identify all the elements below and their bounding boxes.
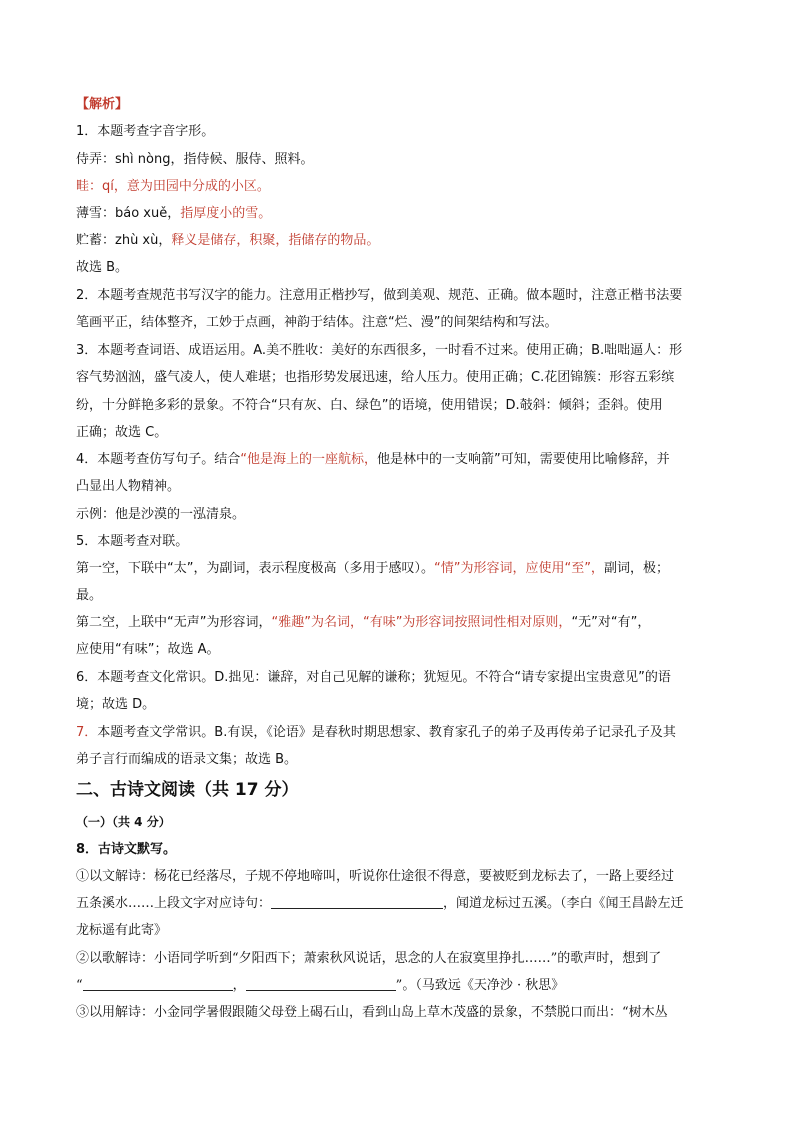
q5-line-1-a: 第一空，下联中“太”，为副词，表示程度极高（多用于感叹）。 — [76, 561, 434, 576]
q8-part2-open-quote: “ — [76, 978, 83, 993]
q1-line-3-term: 薄雪：báo xuě， — [76, 206, 181, 221]
q5-line-1-b: “情”为形容词，应使用“至”， — [433, 561, 604, 576]
q7-number: 7． — [76, 725, 98, 740]
q7-line-1-text: 本题考查文学常识。B.有误，《论语》是春秋时期思想家、教育家孔子的弟子及再传弟子记录孔子及其 — [97, 725, 676, 740]
q6-line-2: 境；故选 D。 — [76, 697, 156, 712]
q8-part1-line-3: 龙标遥有此寄》 — [76, 923, 168, 938]
q1-line-3-meaning: 指厚度小的雪。 — [180, 206, 272, 221]
q5-line-3-b: “雅趣”为名词，“有味”为形容词按照词性相对原则， — [271, 615, 572, 630]
q8-part1-suffix: ，闻道龙标过五溪。（李白《闻王昌龄左迁 — [443, 896, 684, 911]
q5-line-1-c: 副词，极； — [603, 561, 669, 576]
q7-line-2: 弟子言行而编成的语录文集；故选 B。 — [76, 752, 298, 767]
q4-example: 示例：他是沙漠的一泓清泉。 — [76, 507, 246, 522]
q1-answer: 故选 B。 — [76, 260, 129, 275]
q1-line-2: 畦：qí，意为田园中分成的小区。 — [76, 179, 270, 194]
q4-line-1 — [76, 450, 670, 470]
answer-blank-2[interactable] — [83, 976, 233, 991]
q5-line-1 — [76, 559, 669, 579]
q1-line-4 — [76, 231, 379, 251]
q8-part1-prefix: 五条溪水……上段文字对应诗句： — [76, 896, 272, 911]
q4-line-2: 凸显出人物精神。 — [76, 479, 181, 494]
answer-blank-3[interactable] — [246, 976, 396, 991]
analysis-header: 【解析】 — [76, 97, 129, 112]
section-2-subtitle: （一）（共 4 分） — [76, 815, 171, 829]
q5-line-3 — [76, 613, 650, 633]
q3-line-3: 纷，十分鲜艳多彩的景象。不符合“只有灰、白、绿色”的语境，使用错误；D.攲斜：倾斜；歪斜。使用 — [76, 398, 663, 413]
q8-part1-line-2 — [76, 894, 684, 914]
q5-line-3-c: “无”对“有”， — [571, 615, 651, 630]
q4-line-1-a: 4．本题考查仿写句子。结合 — [76, 452, 241, 467]
q8-part2-line-1: ②以歌解诗：小语同学听到“夕阳西下；萧索秋风说话，思念的人在寂寞里挣扎……”的歌声时，想到了 — [76, 951, 662, 966]
q3-line-2: 容气势汹汹，盛气凌人，使人难堪；也指形势发展迅速，给人压力。使用正确；C.花团锦簇：形容五彩缤 — [76, 370, 675, 385]
q8-part1-line-1: ①以文解诗：杨花已经落尽，子规不停地啼叫，听说你仕途很不得意，要被贬到龙标去了，一路上要经过 — [76, 869, 675, 884]
q2-line-1: 2．本题考查规范书写汉字的能力。注意用正楷抄写，做到美观、规范、正确。做本题时，注意正楷书法要 — [76, 288, 683, 303]
q4-line-1-c: 他是林中的一支响箭”可知，需要使用比喻修辞，并 — [377, 452, 670, 467]
answer-blank-1[interactable] — [271, 894, 443, 909]
q3-line-1: 3．本题考查词语、成语运用。A.美不胜收：美好的东西很多，一时看不过来。使用正确；B.咄咄逼人：形 — [76, 343, 683, 358]
q5-intro: 5．本题考查对联。 — [76, 534, 189, 549]
q8-part2-suffix: ”。（马致远《天净沙 · 秋思》 — [395, 978, 565, 993]
q8-part2-comma: ， — [232, 978, 246, 993]
q8-title: 8．古诗文默写。 — [76, 842, 177, 857]
q1-line-3 — [76, 204, 271, 224]
q3-line-4: 正确；故选 C。 — [76, 425, 168, 440]
q1-intro: 1．本题考查字音字形。 — [76, 124, 215, 139]
section-2-title: 二、古诗文阅读（共 17 分） — [76, 780, 299, 800]
q4-line-1-quote: “他是海上的一座航标， — [240, 452, 378, 467]
q5-line-4: 应使用“有味”；故选 A。 — [76, 642, 220, 657]
q1-line-1: 侍弄：shì nòng，指侍候、服侍、照料。 — [76, 152, 314, 167]
q5-line-3-a: 第二空，上联中“无声”为形容词， — [76, 615, 272, 630]
q5-line-2: 最。 — [76, 588, 103, 603]
q1-line-4-meaning: 释义是储存，积聚，指储存的物品。 — [171, 233, 380, 248]
q7-line-1 — [76, 723, 676, 743]
q8-part2-line-2 — [76, 976, 564, 996]
q8-part3-line-1: ③以用解诗：小金同学暑假跟随父母登上碣石山，看到山岛上草木茂盛的景象，不禁脱口而出：“树木丛 — [76, 1005, 668, 1020]
q2-line-2: 笔画平正，结体整齐，工妙于点画，神韵于结体。注意“烂、漫”的间架结构和写法。 — [76, 315, 558, 330]
q1-line-4-term: 贮蓄：zhù xù， — [76, 233, 172, 248]
q6-line-1: 6．本题考查文化常识。D.拙见：谦辞，对自己见解的谦称；犹短见。不符合“请专家提出宝贵意见”的语 — [76, 670, 671, 685]
